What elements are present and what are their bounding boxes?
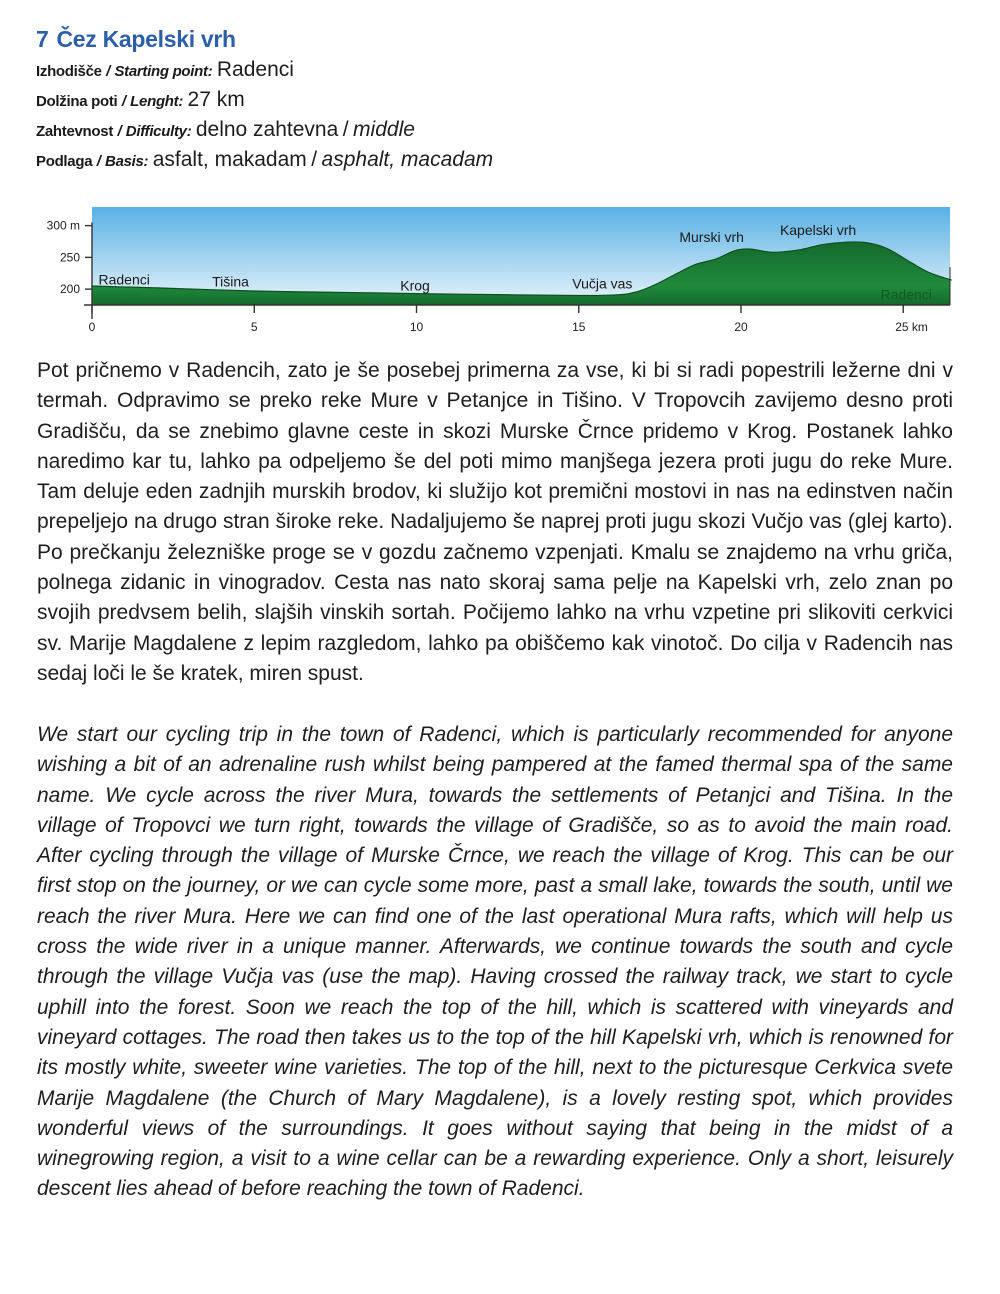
meta-label: Dolžina poti <box>36 93 118 110</box>
y-axis <box>47 219 92 319</box>
place-label: Radenci <box>98 271 150 288</box>
y-tick-label: 250 <box>59 250 80 265</box>
meta-basis <box>36 148 493 172</box>
meta-value-en: middle <box>353 118 415 141</box>
place-label: Krog <box>400 277 430 294</box>
x-tick-label: 20 <box>734 320 748 334</box>
x-tick-label: 10 <box>409 320 424 334</box>
meta-starting-point <box>36 58 294 82</box>
description-english: We start our cycling trip in the town of Radenci, which is particularly recommended for anyone wishing a bit of an adrenaline rush whilst being pampered at the famed thermal spa of the same name. We cycle across the river Mura, towards the settlements of Petanjci and Tišina. In the village of Tropovci we turn right, towards the village of Gradišče, so as to avoid the main road. After cycling through the village of Murske Črnce, we reach the village of Krog. This can be our first stop on the journey, or we can cycle some more, past a small lake, towards the south, until we reach the river Mura. Here we can find one of the last operational Mura rafts, which will help us cross the wide river in a unique manner. Afterwards, we continue towards the south and cycle through the village Vučja vas (use the map). Having crossed the railway track, we start to cycle uphill into the forest. Soon we reach the top of the hill, which is scattered with vineyards and vineyard cottages. The road then takes us to the top of the hill Kapelski vrh, which is renowned for its mostly white, sweeter wine varieties. The top of the hill, next to the picturesque Cerkvica svete Marije Magdalene (the Church of Mary Magdalene), is a lovely resting spot, which provides wonderful views of the surroundings. It goes without saying that being in the midst of a winegrowing region, a visit to a wine cellar can be a rewarding experience. Only a short, leisurely descent lies ahead of before reaching the town of Radenci. <box>37 723 953 1201</box>
meta-separator: / <box>121 93 126 110</box>
meta-label: Podlaga <box>36 153 93 170</box>
x-tick-label: 25 km <box>895 320 928 334</box>
meta-label-en: Starting point: <box>114 63 213 80</box>
x-tick-label: 5 <box>250 320 258 334</box>
x-tick-label: 15 <box>572 320 586 334</box>
x-tick-label: 0 <box>88 320 96 334</box>
place-label: Kapelski vrh <box>779 222 857 239</box>
description-slovene: Pot pričnemo v Radencih, zato je še posebej primerna za vse, ki bi si radi popestrili ležerne dni v termah. Odpravimo se preko reke Mure v Petanjce in Tišino. V Tropovcih zavijemo desno proti Gradišču, da se znebimo glavne ceste in skozi Murske Črnce pridemo v Krog. Postanek lahko naredimo kar tu, lahko pa odpeljemo še del poti mimo manjšega jezera proti jugu do reke Mure. Tam deluje eden zadnjih murskih brodov, ki služijo kot premični mostovi in nas na edinstven način prepeljejo na drugo stran široke reke. Nadaljujemo še naprej proti jugu skozi Vučjo vas (glej karto). Po prečkanju železniške proge se v gozdu začnemo vzpenjati. Kmalu se znajdemo na vrhu griča, polnega zidanic in vinogradov. Cesta nas nato skoraj sama pelje na Kapelski vrh, zelo znan po svojih predvsem belih, slajših vinskih sortah. Počijemo lahko na vrhu vzpetine pri slikoviti cerkvici sv. Marije Magdalene z lepim razgledom, lahko pa obiščemo kak vinotoč. Do cilja v Radencih nas sedaj loči le še kratek, miren spust. <box>37 359 953 685</box>
meta-difficulty <box>36 118 415 142</box>
place-label: Tišina <box>212 273 249 290</box>
route-title <box>36 26 236 53</box>
place-label: Vučja vas <box>572 275 633 292</box>
meta-value: 27 km <box>187 88 245 111</box>
route-name: Čez Kapelski vrh <box>56 26 236 52</box>
meta-value: Radenci <box>216 58 294 81</box>
meta-value: delno zahtevna <box>195 118 339 141</box>
meta-value-separator: / <box>342 118 349 141</box>
meta-length <box>36 88 245 112</box>
meta-separator: / <box>117 123 122 140</box>
meta-label-en: Difficulty: <box>125 123 192 140</box>
meta-value-en: asphalt, macadam <box>321 148 494 171</box>
place-label: Murski vrh <box>679 229 744 246</box>
route-number: 7 <box>36 26 49 52</box>
meta-label-en: Basis: <box>105 153 149 170</box>
elevation-profile-chart <box>0 195 1000 345</box>
meta-label-en: Lenght: <box>130 93 184 110</box>
meta-separator: / <box>96 153 101 170</box>
meta-value: asfalt, makadam <box>152 148 307 171</box>
place-label: Radenci <box>880 286 932 303</box>
meta-separator: / <box>106 63 110 80</box>
meta-label: Izhodišče <box>36 63 102 80</box>
meta-value-separator: / <box>311 148 318 171</box>
meta-label: Zahtevnost <box>36 123 114 140</box>
x-axis <box>84 305 950 334</box>
y-tick-label: 300 m <box>46 218 80 233</box>
y-tick-label: 200 <box>59 282 80 297</box>
